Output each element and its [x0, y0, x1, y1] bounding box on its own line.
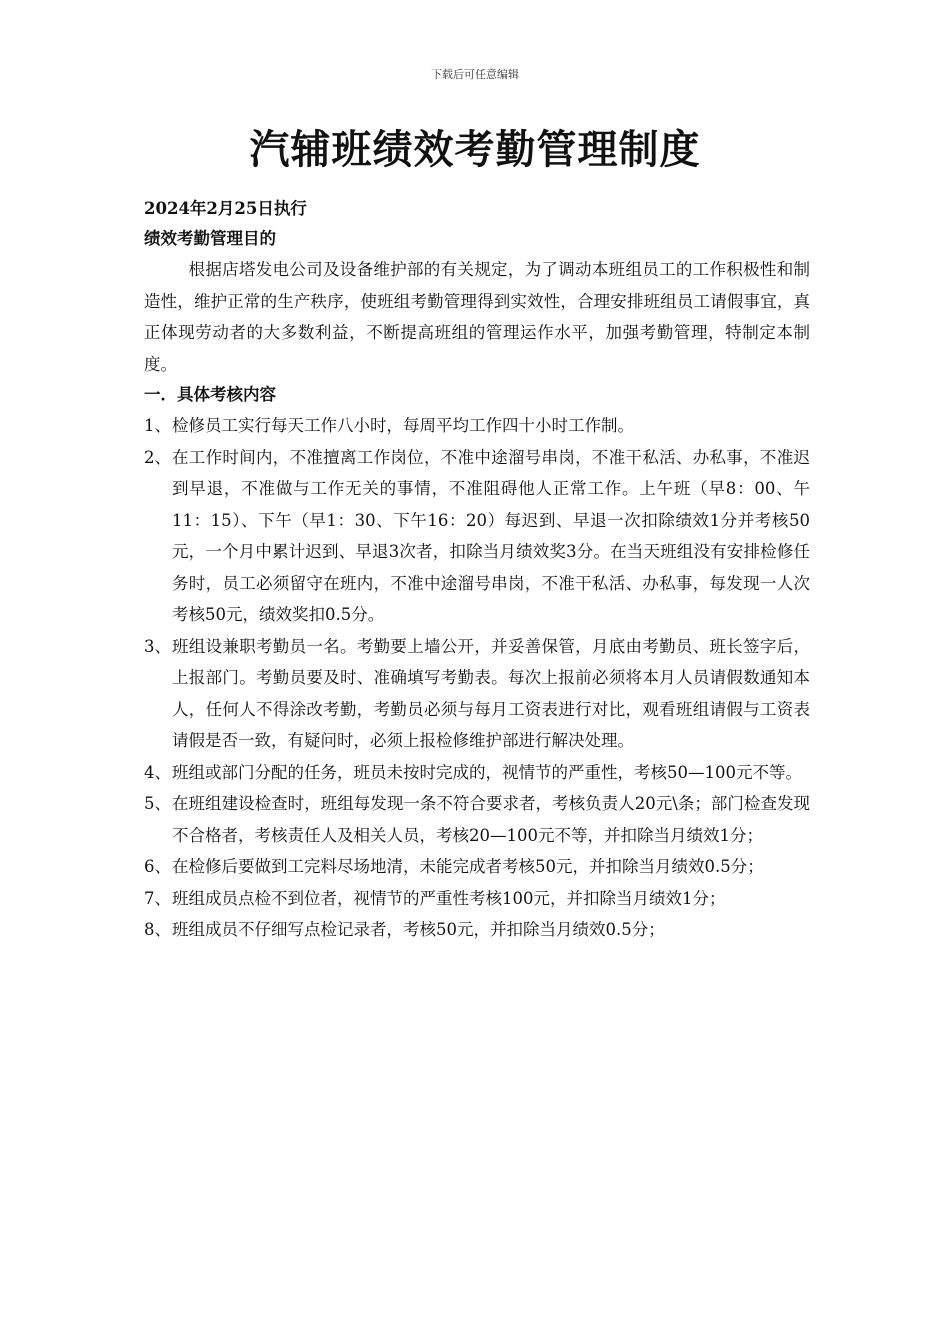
list-item	[144, 757, 810, 789]
item-number: 2、	[144, 447, 171, 467]
section-heading: 一．具体考核内容	[144, 385, 276, 404]
rule-list	[144, 410, 810, 946]
item-text: 班组成员不仔细写点检记录者，考核50元，并扣除当月绩效0.5分；	[172, 920, 665, 939]
item-number: 1、	[144, 416, 171, 435]
list-item	[144, 410, 810, 442]
item-number: 6、	[144, 857, 171, 876]
item-number: 7、	[144, 888, 171, 908]
list-item	[144, 883, 810, 915]
item-number: 5、	[144, 794, 171, 813]
purpose-paragraph: 根据店塔发电公司及设备维护部的有关规定，为了调动本班组员工的工作积极性和制造性，维护正常的生产秩序，使班组考勤管理得到实效性，合理安排班组员工请假事宜，真正体现劳动者的大多数利益，不断提高班组的管理运作水平，加强考勤管理，特制定本制度。	[144, 260, 810, 374]
item-text: 班组成员点检不到位者，视情节的严重性考核100元，并扣除当月绩效1分；	[172, 888, 726, 908]
list-item	[144, 914, 810, 946]
item-text: 在工作时间内，不准擅离工作岗位，不准中途溜号串岗，不准干私活、办私事，不准迟到早退，不准做与工作无关的事情，不准阻碍他人正常工作。上午班（早8：00、午11：15）、下午（早1：30、下午16：20）每迟到、早退一次扣除绩效1分并考核50元，一个月中累计迟到、早退3次者，扣除当月绩效奖3分。在当天班组没有安排检修任务时，员工必须留守在班内，不准中途溜号串岗，不准干私活、办私事，每发现一人次考核50元，绩效奖扣0.5分。	[172, 447, 810, 624]
list-item	[144, 631, 810, 757]
item-number: 8、	[144, 920, 171, 939]
item-text: 在检修后要做到工完料尽场地清，未能完成者考核50元，并扣除当月绩效0.5分；	[172, 857, 764, 876]
item-text: 在班组建设检查时，班组每发现一条不符合要求者，考核负责人20元\条；部门检查发现不合格者，考核责任人及相关人员，考核20—100元不等，并扣除当月绩效1分；	[172, 794, 810, 845]
item-text: 班组或部门分配的任务，班员未按时完成的，视情节的严重性，考核50—100元不等。	[172, 762, 802, 782]
effective-date: 2024年2月25日执行	[144, 199, 307, 218]
list-item	[144, 788, 810, 851]
list-item	[144, 442, 810, 631]
document-body	[144, 194, 810, 946]
purpose-heading: 绩效考勤管理目的	[144, 229, 276, 248]
item-text: 检修员工实行每天工作八小时，每周平均工作四十小时工作制。	[172, 416, 634, 435]
list-item	[144, 851, 810, 883]
item-number: 3、	[144, 636, 171, 656]
document-title: 汽辅班绩效考勤管理制度	[249, 126, 701, 173]
item-text: 班组设兼职考勤员一名。考勤要上墙公开，并妥善保管，月底由考勤员、班长签字后，上报部门。考勤员要及时、准确填写考勤表。每次上报前必须将本月人员请假数通知本人，任何人不得涂改考勤，考勤员必须与每月工资表进行对比，观看班组请假与工资表请假是否一致，有疑问时，必须上报检修维护部进行解决处理。	[172, 636, 810, 750]
item-number: 4、	[144, 762, 171, 782]
header-note: 下载后可任意编辑	[431, 68, 519, 81]
